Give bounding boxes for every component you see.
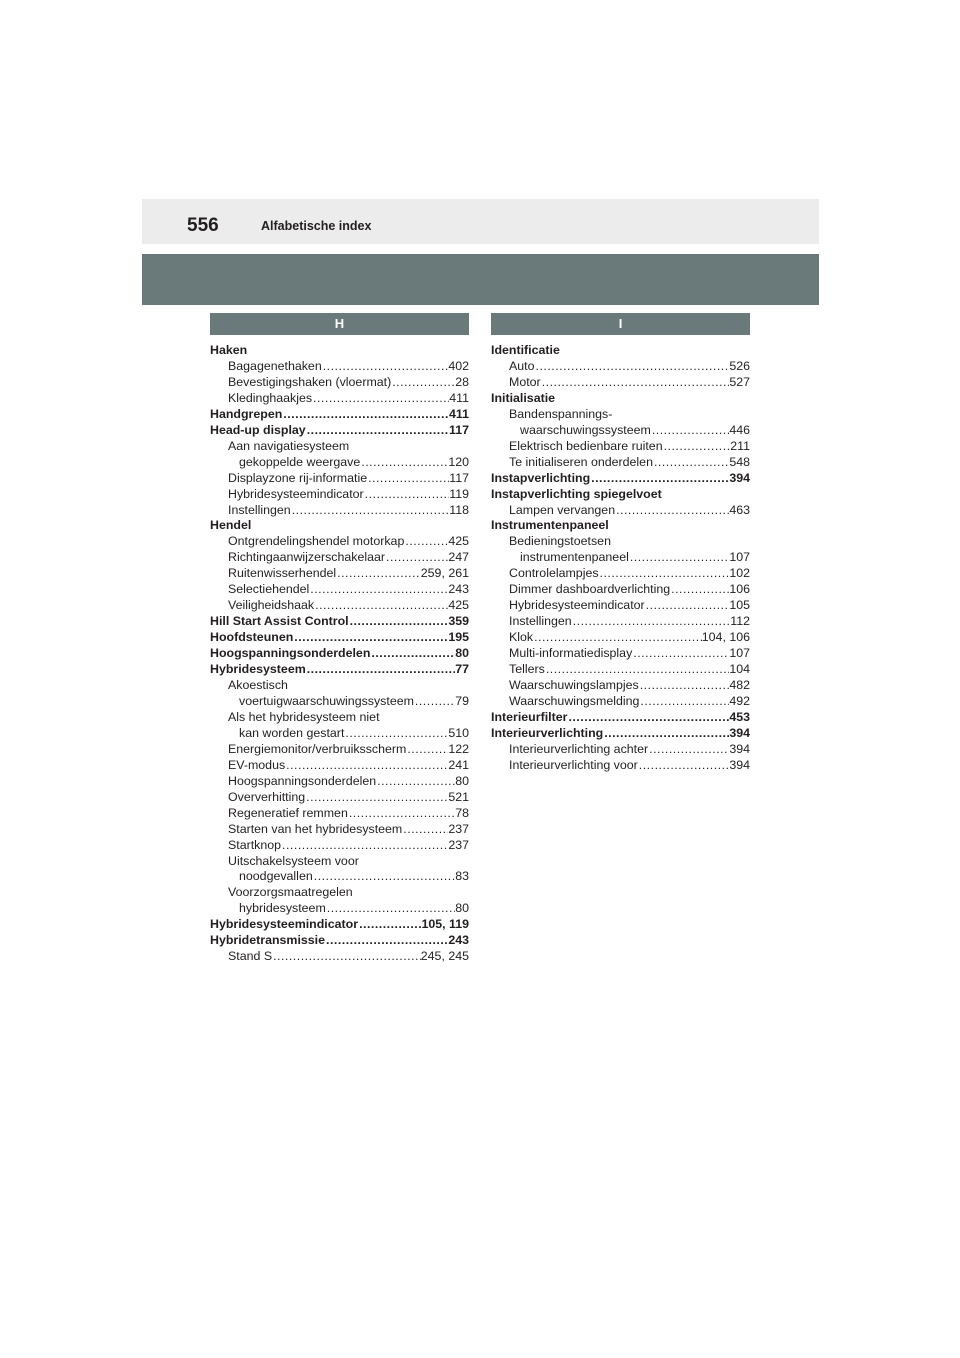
- dot-leader: [364, 487, 450, 503]
- entry-term: Klok: [509, 630, 534, 645]
- page-reference[interactable]: 241: [448, 757, 469, 772]
- entry-term: Head-up display: [210, 422, 306, 437]
- index-entry: [491, 710, 750, 726]
- page-reference[interactable]: 411: [449, 406, 469, 421]
- entry-list-i: [491, 343, 750, 774]
- dot-leader: [360, 455, 448, 471]
- dot-leader: [367, 471, 449, 487]
- index-entry: [210, 758, 469, 774]
- page-reference[interactable]: 102: [729, 566, 750, 581]
- index-entry: [491, 471, 750, 487]
- index-entry: [210, 630, 469, 646]
- index-entry: Bandenspannings-: [509, 406, 613, 421]
- index-entry: [210, 742, 469, 758]
- page-reference[interactable]: 237: [448, 837, 469, 852]
- entry-term: Hill Start Assist Control: [210, 614, 349, 629]
- index-entry: [491, 582, 750, 598]
- dot-leader: [567, 710, 729, 726]
- entry-term: Hybridesysteem: [210, 662, 306, 677]
- index-entry: [210, 359, 469, 375]
- page-reference[interactable]: 510: [448, 725, 469, 740]
- dot-leader: [638, 758, 730, 774]
- entry-term: Multi-informatiedisplay: [509, 646, 633, 661]
- page-reference[interactable]: 80: [455, 646, 469, 661]
- page-reference[interactable]: 28: [455, 374, 469, 389]
- entry-term: Kledinghaakjes: [228, 390, 313, 405]
- index-entry: [491, 455, 750, 471]
- entry-list-h: [210, 343, 469, 965]
- page-reference[interactable]: 119: [449, 486, 469, 501]
- entry-term: Interieurverlichting achter: [509, 741, 649, 756]
- dot-leader: [272, 949, 421, 965]
- page-reference[interactable]: 425: [448, 598, 469, 613]
- index-entry: [210, 598, 469, 614]
- entry-term: Ruitenwisserhendel: [228, 566, 337, 581]
- index-entry: [210, 407, 469, 423]
- index-entry: [491, 598, 750, 614]
- entry-term: Oververhitting: [228, 789, 306, 804]
- entry-term: Startknop: [228, 837, 282, 852]
- entry-term: Bagagenethaken: [228, 358, 322, 373]
- dot-leader: [653, 455, 729, 471]
- index-entry: [491, 646, 750, 662]
- index-entry: [491, 726, 750, 742]
- index-entry: [210, 582, 469, 598]
- entry-term: Instapverlichting: [491, 470, 591, 485]
- page-reference[interactable]: 105, 119: [421, 917, 469, 932]
- page-header: [142, 199, 819, 244]
- index-entry: Als het hybridesysteem niet: [228, 709, 380, 724]
- index-entry: [210, 838, 469, 854]
- page-reference[interactable]: 237: [448, 821, 469, 836]
- page-reference[interactable]: 104: [729, 662, 750, 677]
- index-entry: Uitschakelsysteem voor: [228, 853, 359, 868]
- header-band: [142, 254, 819, 305]
- dot-leader: [651, 423, 729, 439]
- dot-leader: [590, 471, 729, 487]
- entry-term: Energiemonitor/verbruiksscherm: [228, 741, 407, 756]
- dot-leader: [632, 646, 729, 662]
- dot-leader: [348, 806, 455, 822]
- page-reference[interactable]: 79: [455, 693, 469, 708]
- index-entry: [210, 566, 469, 582]
- index-entry: [491, 678, 750, 694]
- dot-leader: [404, 534, 448, 550]
- index-entry: [210, 822, 469, 838]
- entry-term: Waarschuwingsmelding: [509, 693, 640, 708]
- page-reference[interactable]: 105: [729, 598, 750, 613]
- index-entry: [210, 790, 469, 806]
- dot-leader: [285, 758, 448, 774]
- index-entry: [210, 375, 469, 391]
- dot-leader: [376, 774, 455, 790]
- entry-term: Auto: [509, 358, 535, 373]
- page-number: 556: [187, 215, 219, 236]
- page-reference[interactable]: 425: [448, 534, 469, 549]
- entry-term: noodgevallen: [239, 869, 313, 884]
- entry-term: Bevestigingshaken (vloermat): [228, 374, 392, 389]
- index-entry: [491, 662, 750, 678]
- entry-term: Veiligheidshaak: [228, 598, 315, 613]
- dot-leader: [639, 678, 730, 694]
- dot-leader: [545, 662, 730, 678]
- index-entry: [491, 359, 750, 375]
- page-reference[interactable]: 527: [729, 374, 750, 389]
- index-entry: [491, 566, 750, 582]
- index-entry: [491, 694, 750, 710]
- dot-leader: [358, 917, 421, 933]
- entry-term: Starten van het hybridesysteem: [228, 821, 403, 836]
- page-reference[interactable]: 243: [448, 933, 469, 948]
- entry-term: Hybridesysteemindicator: [228, 486, 364, 501]
- page-reference[interactable]: 112: [730, 614, 750, 629]
- entry-term: voertuigwaarschuwingssysteem: [239, 693, 414, 708]
- dot-leader: [306, 423, 449, 439]
- index-entry: [210, 933, 469, 949]
- entry-term: gekoppelde weergave: [239, 454, 361, 469]
- page-reference[interactable]: 83: [455, 869, 469, 884]
- dot-leader: [414, 694, 455, 710]
- dot-leader: [306, 662, 455, 678]
- index-entry: [210, 869, 469, 885]
- entry-term: Interieurverlichting: [491, 725, 604, 740]
- index-entry: [210, 949, 469, 965]
- index-entry: [210, 917, 469, 933]
- page-reference[interactable]: 394: [729, 741, 750, 756]
- dot-leader: [305, 790, 448, 806]
- index-entry: [210, 550, 469, 566]
- index-entry: Bedieningstoetsen: [509, 534, 611, 549]
- index-entry: [491, 503, 750, 519]
- index-entry: [210, 487, 469, 503]
- dot-leader: [309, 582, 448, 598]
- dot-leader: [670, 582, 729, 598]
- page-reference[interactable]: 122: [448, 741, 469, 756]
- page-reference[interactable]: 77: [455, 662, 469, 677]
- letter-bar-i: I: [491, 313, 750, 335]
- dot-leader: [385, 550, 448, 566]
- entry-term: Hybridesysteemindicator: [210, 917, 359, 932]
- index-entry: [210, 901, 469, 917]
- dot-leader: [349, 614, 449, 630]
- entry-term: Stand S: [228, 949, 273, 964]
- dot-leader: [325, 933, 448, 949]
- dot-leader: [314, 598, 448, 614]
- dot-leader: [603, 726, 729, 742]
- page-reference[interactable]: 446: [729, 422, 750, 437]
- index-entry: Aan navigatiesysteem: [228, 438, 350, 453]
- index-entry: [491, 758, 750, 774]
- entry-term: EV-modus: [228, 757, 286, 772]
- dot-leader: [402, 822, 448, 838]
- index-entry: [210, 534, 469, 550]
- index-column-i: [491, 313, 750, 774]
- entry-term: Selectiehendel: [228, 582, 310, 597]
- dot-leader: [336, 566, 421, 582]
- index-entry: Hendel: [210, 518, 252, 533]
- entry-term: Interieurverlichting voor: [509, 757, 638, 772]
- dot-leader: [312, 391, 449, 407]
- entry-term: Interieurfilter: [491, 709, 568, 724]
- dot-leader: [344, 726, 448, 742]
- page-reference[interactable]: 80: [455, 901, 469, 916]
- dot-leader: [645, 598, 730, 614]
- index-entry: Haken: [210, 343, 248, 357]
- entry-term: Richtingaanwijzerschakelaar: [228, 550, 386, 565]
- dot-leader: [293, 630, 448, 646]
- index-entry: Identificatie: [491, 343, 560, 357]
- index-entry: [491, 630, 750, 646]
- page-reference[interactable]: 243: [448, 582, 469, 597]
- index-entry: [491, 439, 750, 455]
- dot-leader: [281, 838, 448, 854]
- index-entry: Akoestisch: [228, 678, 288, 693]
- page-reference[interactable]: 402: [448, 358, 469, 373]
- entry-term: Instellingen: [509, 614, 572, 629]
- page-reference[interactable]: 394: [729, 470, 750, 485]
- dot-leader: [322, 359, 449, 375]
- index-entry: [491, 423, 750, 439]
- entry-term: Lampen vervangen: [509, 502, 616, 517]
- entry-term: Hybridetransmissie: [210, 933, 326, 948]
- index-entry: [491, 742, 750, 758]
- dot-leader: [391, 375, 455, 391]
- index-entry: Voorzorgsmaatregelen: [228, 885, 353, 900]
- page-reference[interactable]: 117: [449, 422, 469, 437]
- index-entry: [210, 694, 469, 710]
- dot-leader: [326, 901, 455, 917]
- index-entry: [210, 806, 469, 822]
- dot-leader: [535, 359, 730, 375]
- entry-term: Hoogspanningsonderdelen: [210, 646, 371, 661]
- page-reference[interactable]: 80: [455, 773, 469, 788]
- entry-term: Hybridesysteemindicator: [509, 598, 645, 613]
- index-entry: [210, 614, 469, 630]
- dot-leader: [406, 742, 448, 758]
- page-reference[interactable]: 245, 245: [420, 949, 469, 964]
- index-entry: Instapverlichting spiegelvoet: [491, 486, 662, 501]
- dot-leader: [533, 630, 702, 646]
- index-entry: [210, 391, 469, 407]
- entry-term: Regeneratief remmen: [228, 805, 348, 820]
- entry-term: instrumentenpaneel: [520, 550, 629, 565]
- index-entry: [210, 423, 469, 439]
- page-reference[interactable]: 394: [729, 757, 750, 772]
- dot-leader: [282, 407, 449, 423]
- page-reference[interactable]: 411: [449, 390, 469, 405]
- dot-leader: [370, 646, 455, 662]
- entry-term: kan worden gestart: [239, 725, 345, 740]
- index-entry: [491, 375, 750, 391]
- dot-leader: [639, 694, 729, 710]
- section-title: Alfabetische index: [261, 219, 372, 233]
- entry-term: Hoofdsteunen: [210, 630, 294, 645]
- index-column-h: [210, 313, 469, 965]
- dot-leader: [291, 503, 450, 519]
- entry-term: Dimmer dashboardverlichting: [509, 582, 671, 597]
- page-reference[interactable]: 548: [729, 454, 750, 469]
- entry-term: Displayzone rij-informatie: [228, 470, 368, 485]
- page-reference[interactable]: 482: [729, 678, 750, 693]
- dot-leader: [648, 742, 729, 758]
- entry-term: Motor: [509, 374, 541, 389]
- dot-leader: [663, 439, 731, 455]
- entry-term: Hoogspanningsonderdelen: [228, 773, 377, 788]
- index-entry: [210, 774, 469, 790]
- dot-leader: [572, 614, 731, 630]
- page-reference[interactable]: 463: [729, 502, 750, 517]
- page-reference[interactable]: 453: [729, 709, 750, 724]
- index-entry: Initialisatie: [491, 390, 556, 405]
- entry-term: Waarschuwingslampjes: [509, 678, 639, 693]
- page-reference[interactable]: 104, 106: [701, 630, 750, 645]
- page-reference[interactable]: 117: [449, 470, 469, 485]
- page-reference[interactable]: 359: [448, 614, 469, 629]
- index-entry: [210, 726, 469, 742]
- page-reference[interactable]: 106: [729, 582, 750, 597]
- index-entry: [491, 614, 750, 630]
- dot-leader: [599, 566, 730, 582]
- index-entry: [210, 646, 469, 662]
- index-entry: [491, 550, 750, 566]
- page-reference[interactable]: 259, 261: [420, 566, 469, 581]
- entry-term: Ontgrendelingshendel motorkap: [228, 534, 405, 549]
- page-reference[interactable]: 211: [730, 438, 750, 453]
- dot-leader: [313, 869, 455, 885]
- page-reference[interactable]: 107: [729, 550, 750, 565]
- entry-term: Elektrisch bedienbare ruiten: [509, 438, 663, 453]
- entry-term: hybridesysteem: [239, 901, 326, 916]
- dot-leader: [629, 550, 729, 566]
- page-reference[interactable]: 492: [729, 693, 750, 708]
- page-reference[interactable]: 526: [729, 358, 750, 373]
- index-entry: [210, 471, 469, 487]
- entry-term: Controlelampjes: [509, 566, 599, 581]
- page-reference[interactable]: 394: [729, 725, 750, 740]
- entry-term: Te initialiseren onderdelen: [509, 454, 653, 469]
- dot-leader: [615, 503, 729, 519]
- page-reference[interactable]: 247: [448, 550, 469, 565]
- index-entry: [210, 503, 469, 519]
- index-entry: [210, 455, 469, 471]
- page-reference[interactable]: 78: [455, 805, 469, 820]
- letter-bar-h: H: [210, 313, 469, 335]
- index-entry: [210, 662, 469, 678]
- dot-leader: [541, 375, 730, 391]
- entry-term: waarschuwingssysteem: [520, 422, 651, 437]
- page-reference[interactable]: 118: [449, 502, 469, 517]
- entry-term: Instellingen: [228, 502, 291, 517]
- page-reference[interactable]: 195: [448, 630, 469, 645]
- index-entry: Instrumentenpaneel: [491, 518, 609, 533]
- entry-term: Tellers: [509, 662, 545, 677]
- page-reference[interactable]: 120: [448, 454, 469, 469]
- page-reference[interactable]: 107: [729, 646, 750, 661]
- entry-term: Handgrepen: [210, 406, 283, 421]
- page-reference[interactable]: 521: [448, 789, 469, 804]
